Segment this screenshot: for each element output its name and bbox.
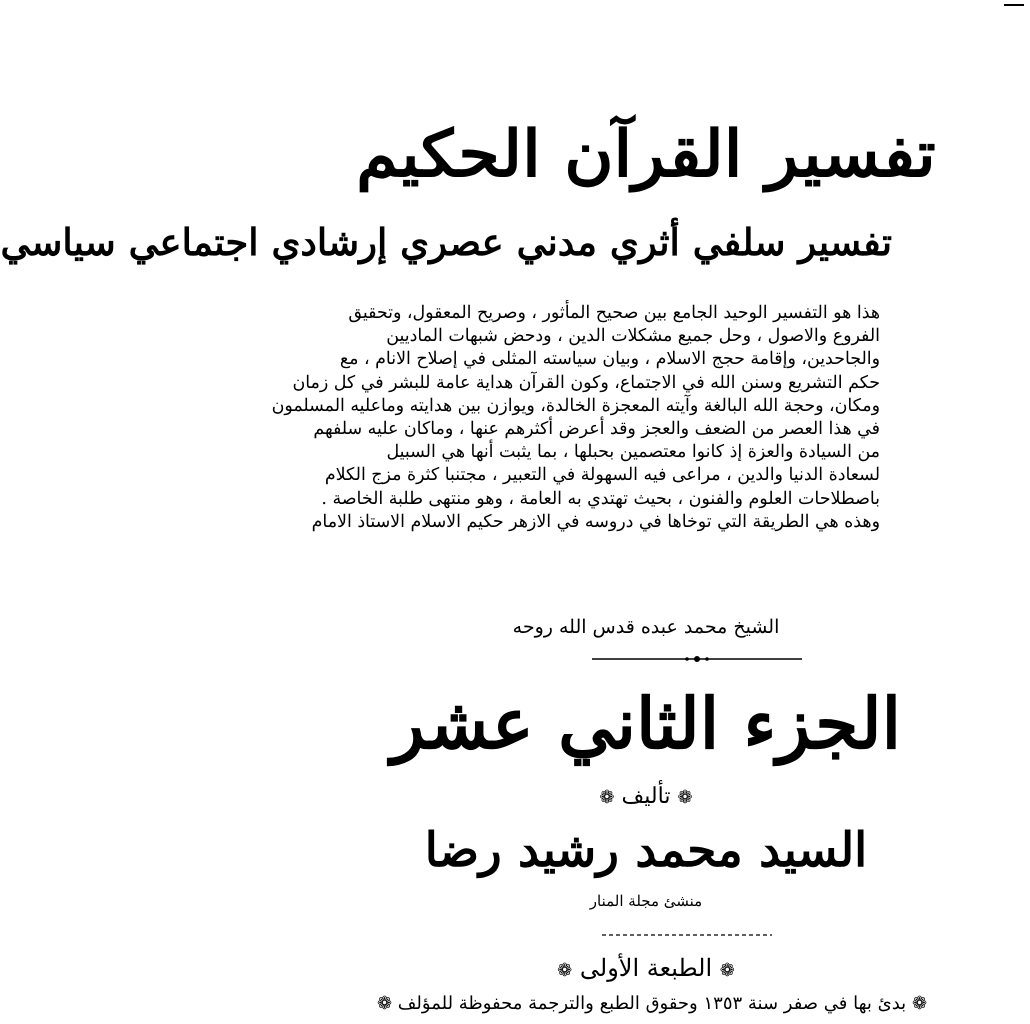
- publication-note-text: بدئ بها في صفر سنة ١٣٥٣ وحقوق الطبع والترجمة محفوظة للمؤلف: [397, 993, 907, 1014]
- edition-text: الطبعة الأولى: [579, 954, 713, 982]
- dashed-divider: [602, 930, 772, 940]
- intro-line: لسعادة الدنيا والدين ، مراعى فيه السهولة في التعبير ، مجتنبا كثرة مزج الكلام: [324, 465, 880, 486]
- intro-line: الفروع والاصول ، وحل جميع مشكلات الدين ، ودحض شبهات الماديين: [386, 326, 880, 347]
- edition-label: [262, 950, 1030, 986]
- publication-note: [352, 988, 952, 1020]
- ornament-left-icon: ❁: [557, 960, 573, 981]
- intro-line: في هذا العصر من الضعف والعجز وقد أعرض أكثرهم عنها ، وماكان عليه سلفهم: [313, 419, 880, 440]
- ornament-right-icon: ❁: [719, 960, 735, 981]
- ornament-left-icon: ❁: [599, 787, 615, 808]
- ornamental-divider: [592, 654, 802, 664]
- intro-line: باصطلاحات العلوم والفنون ، بحيث تهتدي به العامة ، وهو منتهى طلبة الخاصة .: [321, 488, 880, 509]
- top-edge-mark: [1004, 4, 1024, 6]
- authored-by-text: تأليف: [621, 784, 671, 809]
- intro-line: من السيادة والعزة إذ كانوا معتصمين بحبلها ، بما يثبت أنها هي السبيل: [386, 442, 880, 463]
- part-title: الجزء الثاني عشر: [390, 682, 902, 765]
- book-subtitle: تفسير سلفي أثري مدني عصري إرشادي اجتماعي سياسي: [0, 220, 892, 264]
- intro-paragraph: [271, 302, 880, 600]
- intro-line: وهذه هي الطريقة التي توخاها في دروسه في الازهر حكيم الاسلام الاستاذ الامام: [311, 511, 880, 532]
- authored-by-label: [262, 780, 1030, 814]
- intro-line: حكم التشريع وسنن الله في الاجتماع، وكون القرآن هداية عامة للبشر في كل زمان: [292, 372, 880, 393]
- ornament-right-icon: ❁: [677, 787, 693, 808]
- ornament-right-icon: ❁: [911, 993, 928, 1014]
- intro-line: ومكان، وحجة الله البالغة وآيته المعجزة الخالدة، ويوازن بين هدايته وماعليه المسلمون: [271, 395, 880, 416]
- attribution-line: الشيخ محمد عبده قدس الله روحه: [512, 616, 780, 638]
- intro-line: والجاحدين، وإقامة حجج الاسلام ، وبيان سياسته المثلى في إصلاح الانام ، مع: [339, 349, 880, 370]
- ornament-left-icon: ❁: [376, 993, 393, 1014]
- intro-line: هذا هو التفسير الوحيد الجامع بين صحيح المأثور ، وصريح المعقول، وتحقيق: [348, 303, 880, 323]
- book-title: تفسير القرآن الحكيم: [356, 117, 936, 192]
- author-role: منشئ مجلة المنار: [589, 892, 703, 910]
- author-name: السيد محمد رشيد رضا: [424, 823, 868, 878]
